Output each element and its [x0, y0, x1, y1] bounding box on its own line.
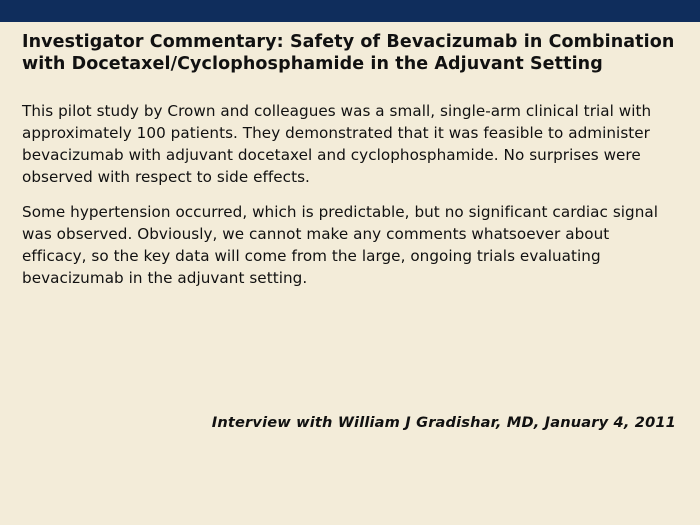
commentary-paragraph-1: This pilot study by Crown and colleagues was a small, single-arm clinical trial with approximately 100 patients. They demonstrated that it was feasible to administer bevacizumab with adjuvant docetaxel and cyclophosphamide. No surprises were observed with respect to side effects.	[22, 102, 652, 186]
commentary-paragraph-2: Some hypertension occurred, which is predictable, but no significant cardiac signal was observed. Obviously, we cannot make any comments whatsoever about efficacy, so the key data will come from the large, ongoing trials evaluating bevacizumab in the adjuvant setting.	[22, 203, 659, 287]
slide-title: Investigator Commentary: Safety of Bevacizumab in Combination with Docetaxel/Cyclophosphamide in the Adjuvant Setting	[22, 32, 675, 74]
interview-attribution: Interview with William J Gradishar, MD, January 4, 2011	[211, 414, 676, 431]
top-banner	[0, 0, 700, 22]
slide-content	[0, 22, 700, 525]
